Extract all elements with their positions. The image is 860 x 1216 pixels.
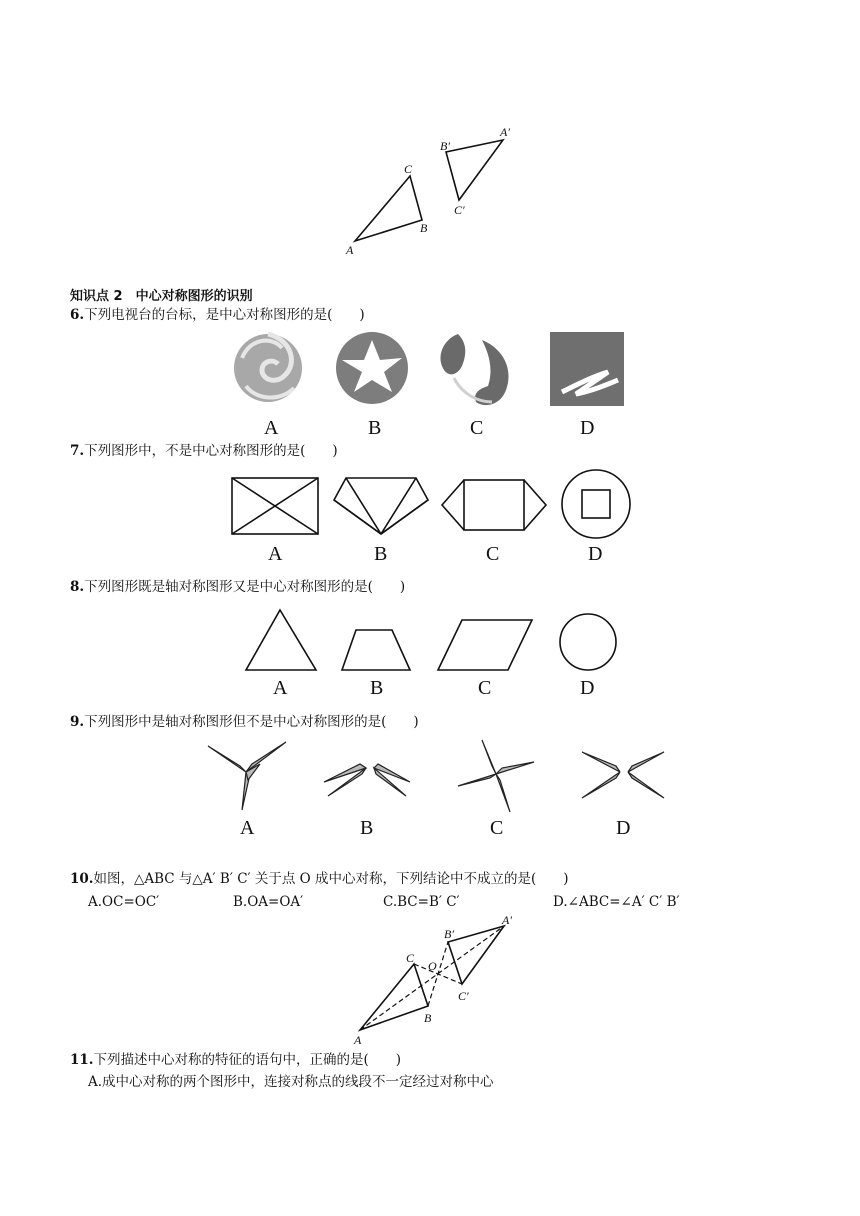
option-label-c: C (486, 543, 500, 564)
question-number: 6. (70, 307, 85, 323)
question-text: 下列描述中心对称的特征的语句中，正确的是( ) (93, 1052, 402, 1068)
option-label-d: D (588, 543, 603, 564)
shape-c-parallelogram (438, 620, 532, 670)
section-title: 知识点 2 中心对称图形的识别 (70, 289, 253, 304)
question-text: 下列图形中，不是中心对称图形的是( ) (84, 443, 338, 459)
label-a: A (354, 1033, 362, 1047)
question-11 (70, 1051, 401, 1069)
shape-a-rectangle-diagonals (232, 478, 318, 534)
option-label-a: A (268, 543, 283, 564)
option-label-a: A (240, 817, 255, 838)
figure-triangles-top (340, 118, 520, 260)
q10-option-a: A.OC=OC′ (88, 894, 160, 910)
option-label-c: C (490, 817, 504, 838)
question-number: 7. (70, 443, 85, 459)
shape-d-circle-square (562, 470, 630, 538)
triangle-abc (355, 176, 422, 241)
logo-a-spiral-icon (234, 334, 302, 402)
label-b-prime: B′ (444, 927, 454, 941)
question-7 (70, 442, 338, 460)
label-b: B (424, 1011, 432, 1025)
label-a-prime: A′ (502, 913, 512, 927)
question-8 (70, 578, 405, 596)
label-a-prime: A′ (500, 125, 510, 139)
shape-c-rectangle-triangles (442, 480, 546, 530)
option-label-b: B (374, 543, 388, 564)
option-label-b: B (370, 677, 384, 699)
question-number: 9. (70, 714, 85, 730)
shape-d-bowtie-icon (582, 752, 664, 798)
label-c-prime: C′ (458, 989, 469, 1003)
question-9 (70, 713, 419, 731)
shape-c-pinwheel-icon (458, 740, 534, 812)
q11-option-a: A.成中心对称的两个图形中，连接对称点的线段不一定经过对称中心 (88, 1074, 494, 1090)
segment-aa-prime (360, 926, 504, 1030)
shape-b-kite (334, 478, 428, 534)
shape-b-trapezoid (342, 630, 410, 670)
segment-cc-prime (414, 964, 462, 984)
label-a: A (346, 243, 354, 257)
triangle-a-prime (446, 140, 503, 200)
option-label-b: B (360, 817, 374, 838)
logo-d-zigzag-icon (550, 332, 624, 406)
question-number: 8. (70, 579, 85, 595)
q9-figures (200, 736, 670, 838)
shape-a-three-blade-icon (208, 742, 286, 810)
option-label-d: D (580, 417, 595, 439)
question-text: 下列电视台的台标，是中心对称图形的是( ) (84, 307, 365, 323)
option-label-a: A (264, 417, 279, 439)
q7-figures (228, 468, 638, 564)
option-label-d: D (580, 677, 595, 699)
shape-d-circle (560, 614, 616, 670)
option-label-c: C (470, 417, 484, 439)
q10-option-b: B.OA=OA′ (233, 894, 304, 910)
label-c: C (404, 162, 413, 176)
triangle-a-prime (448, 926, 504, 984)
shape-a-triangle (246, 610, 316, 670)
q10-option-d: D.∠ABC=∠A′ C′ B′ (553, 894, 680, 910)
label-b: B (420, 221, 428, 235)
shape-b-wings-icon (324, 764, 410, 796)
option-label-c: C (478, 677, 492, 699)
label-c: C (406, 951, 415, 965)
logo-b-star-icon (336, 332, 408, 404)
question-text: 如图，△ABC 与△A′ B′ C′ 关于点 O 成中心对称，下列结论中不成立的是( ) (93, 871, 569, 887)
question-text: 下列图形既是轴对称图形又是中心对称图形的是( ) (84, 579, 406, 595)
q10-figure (348, 910, 524, 1048)
option-label-a: A (273, 677, 288, 699)
label-b-prime: B′ (440, 139, 450, 153)
question-text: 下列图形中是轴对称图形但不是中心对称图形的是( ) (84, 714, 419, 730)
option-label-d: D (616, 817, 631, 838)
label-o: O (428, 959, 437, 973)
question-number: 10. (70, 871, 94, 887)
triangle-abc (360, 964, 428, 1030)
option-label-b: B (368, 417, 382, 439)
label-c-prime: C′ (454, 203, 465, 217)
question-number: 11. (70, 1052, 94, 1068)
q8-figures (240, 604, 630, 700)
q10-option-c: C.BC=B′ C′ (383, 894, 460, 910)
q6-figures (232, 328, 632, 440)
logo-c-figure-icon (440, 334, 508, 405)
question-6 (70, 306, 365, 324)
question-10 (70, 870, 569, 888)
